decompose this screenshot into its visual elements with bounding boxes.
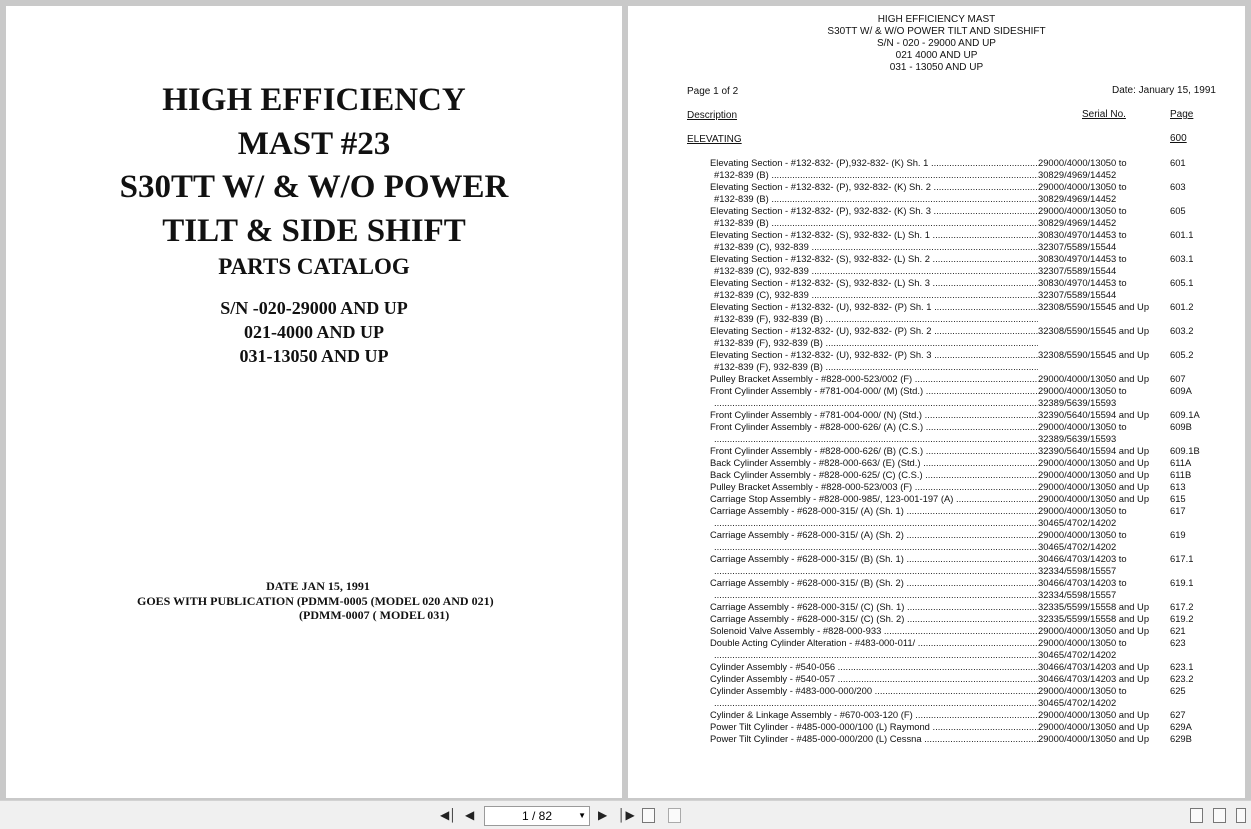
entry-description-continued xyxy=(714,565,1038,577)
index-entry-line xyxy=(710,457,1230,469)
entry-description-continued: #132-839 (F), 932-839 (B) ..... xyxy=(714,313,1038,325)
index-header-line-5: 031 - 13050 AND UP xyxy=(889,62,984,73)
entry-serial: 29000/4000/13050 and Up xyxy=(1038,469,1150,480)
cover-publication-line-2: (PDMM-0007 ( MODEL 031) xyxy=(299,608,450,622)
entry-page: 609.1A xyxy=(1170,409,1200,420)
entry-serial: 29000/4000/13050 and Up xyxy=(1038,373,1150,384)
index-entry-line xyxy=(710,697,1230,709)
page-indicator: 1 / 82 xyxy=(521,809,553,823)
index-entry-line xyxy=(710,733,1230,745)
index-entry-line xyxy=(710,613,1230,625)
index-entry xyxy=(710,349,1230,373)
index-entry xyxy=(710,205,1230,229)
book-view-icon[interactable] xyxy=(1236,808,1246,823)
index-page xyxy=(628,6,1245,798)
entry-page: 619.2 xyxy=(1170,613,1194,624)
entry-description: Carriage Assembly - #628-000-315/ (B) (Sh. 2) ..... xyxy=(710,577,1038,589)
entry-serial: 30466/4703/14203 and Up xyxy=(1038,661,1150,672)
index-entry xyxy=(710,481,1230,493)
entry-serial: 30466/4703/14203 to xyxy=(1038,553,1127,564)
entry-description: Back Cylinder Assembly - #828-000-663/ (E) (Std.) ..... xyxy=(710,457,1038,469)
index-entry xyxy=(710,613,1230,625)
index-entry-line xyxy=(710,409,1230,421)
entry-description-continued xyxy=(714,649,1038,661)
entry-description: Back Cylinder Assembly - #828-000-625/ (C) (C.S.) ..... xyxy=(710,469,1038,481)
index-entry xyxy=(710,553,1230,577)
cover-title-line-3: S30TT W/ & W/O POWER xyxy=(119,169,509,205)
entry-description: Solenoid Valve Assembly - #828-000-933 ..... xyxy=(710,625,1038,637)
entry-description: Carriage Assembly - #628-000-315/ (A) (Sh. 2) ..... xyxy=(710,529,1038,541)
index-entry-line xyxy=(710,625,1230,637)
index-entry-line xyxy=(710,385,1230,397)
index-entry-line xyxy=(710,445,1230,457)
entry-page: 623.2 xyxy=(1170,673,1194,684)
index-entry xyxy=(710,673,1230,685)
entry-serial-continued: 30829/4969/14452 xyxy=(1038,217,1117,228)
entry-serial: 29000/4000/13050 to xyxy=(1038,685,1127,696)
entry-description: Elevating Section - #132-832- (U), 932-832- (P) Sh. 3 ..... xyxy=(710,349,1038,361)
entry-page: 623 xyxy=(1170,637,1186,648)
entry-page: 607 xyxy=(1170,373,1186,384)
entry-page: 629B xyxy=(1170,733,1192,744)
index-entry-line xyxy=(710,565,1230,577)
entry-description: Cylinder Assembly - #483-000-000/200 ..... xyxy=(710,685,1038,697)
index-entry-line xyxy=(710,481,1230,493)
entry-page: 611A xyxy=(1170,457,1192,468)
index-entry-line xyxy=(710,241,1230,253)
previous-page-icon[interactable]: ◀ xyxy=(465,808,475,822)
entry-description: Double Acting Cylinder Alteration - #483-000-011/ ..... xyxy=(710,637,1038,649)
index-entry xyxy=(710,733,1230,745)
index-entry xyxy=(710,229,1230,253)
index-entry-line xyxy=(710,637,1230,649)
entry-serial-continued: 30465/4702/14202 xyxy=(1038,649,1117,660)
entry-serial: 29000/4000/13050 to xyxy=(1038,421,1127,432)
entry-serial: 29000/4000/13050 to xyxy=(1038,385,1127,396)
index-entry-line xyxy=(710,229,1230,241)
index-entry-line xyxy=(710,421,1230,433)
entry-description-continued: #132-839 (C), 932-839 ..... xyxy=(714,289,1038,301)
entry-page: 625 xyxy=(1170,685,1186,696)
index-entry-line xyxy=(710,433,1230,445)
entry-serial-continued: 30829/4969/14452 xyxy=(1038,169,1117,180)
entry-serial: 32308/5590/15545 and Up xyxy=(1038,301,1150,312)
entry-serial-continued: 32334/5598/15557 xyxy=(1038,589,1117,600)
entry-serial: 30830/4970/14453 to xyxy=(1038,229,1127,240)
entry-description: Power Tilt Cylinder - #485-000-000/200 (L) Cessna ..... xyxy=(710,733,1038,745)
index-entry-line xyxy=(710,397,1230,409)
entry-description-continued xyxy=(714,517,1038,529)
entry-serial: 30466/4703/14203 and Up xyxy=(1038,673,1150,684)
entry-description: Pulley Bracket Assembly - #828-000-523/003 (F) ..... xyxy=(710,481,1038,493)
index-entry-line xyxy=(710,373,1230,385)
entry-description: Carriage Assembly - #628-000-315/ (A) (Sh. 1) ..... xyxy=(710,505,1038,517)
entry-serial: 30830/4970/14453 to xyxy=(1038,277,1127,288)
entry-page: 617.1 xyxy=(1170,553,1194,564)
entry-serial: 30830/4970/14453 to xyxy=(1038,253,1127,264)
two-page-view-icon[interactable] xyxy=(642,808,655,823)
cover-sn-line-3: 031-13050 AND UP xyxy=(239,346,389,366)
entry-description: Power Tilt Cylinder - #485-000-000/100 (L) Raymond ..... xyxy=(710,721,1038,733)
index-entry-line xyxy=(710,553,1230,565)
entry-serial-continued: 30465/4702/14202 xyxy=(1038,517,1117,528)
entry-page: 617.2 xyxy=(1170,601,1194,612)
entry-page: 601.1 xyxy=(1170,229,1194,240)
entry-serial: 29000/4000/13050 and Up xyxy=(1038,625,1150,636)
entry-serial: 32308/5590/15545 and Up xyxy=(1038,325,1150,336)
index-entry xyxy=(710,601,1230,613)
entry-description-continued: #132-839 (B) ..... xyxy=(714,169,1038,181)
entry-page: 609A xyxy=(1170,385,1192,396)
entry-page: 603 xyxy=(1170,181,1186,192)
last-page-icon[interactable]: │▶ xyxy=(618,808,635,822)
chevron-down-icon: ▼ xyxy=(578,811,586,820)
entry-page: 617 xyxy=(1170,505,1186,516)
entry-page: 605.2 xyxy=(1170,349,1194,360)
column-header-serial: Serial No. xyxy=(1082,109,1126,120)
index-entry xyxy=(710,637,1230,661)
index-entry-line xyxy=(710,709,1230,721)
index-entry xyxy=(710,457,1230,469)
column-header-page: Page xyxy=(1170,109,1194,120)
entry-description: Carriage Assembly - #628-000-315/ (B) (Sh. 1) ..... xyxy=(710,553,1038,565)
index-date: Date: January 15, 1991 xyxy=(1112,85,1216,96)
cover-title-line-4: TILT & SIDE SHIFT xyxy=(162,213,466,249)
index-entry-line xyxy=(710,493,1230,505)
entry-serial: 29000/4000/13050 to xyxy=(1038,157,1127,168)
page-selector[interactable] xyxy=(484,806,590,826)
continuous-view-icon[interactable] xyxy=(668,808,681,823)
index-entry xyxy=(710,409,1230,421)
entry-page: 623.1 xyxy=(1170,661,1194,672)
entry-serial: 29000/4000/13050 and Up xyxy=(1038,733,1150,744)
index-entry-line xyxy=(710,313,1230,325)
index-entry-line xyxy=(710,337,1230,349)
index-entry-line xyxy=(710,601,1230,613)
index-entry xyxy=(710,277,1230,301)
index-entry-line xyxy=(710,193,1230,205)
entry-serial: 32308/5590/15545 and Up xyxy=(1038,349,1150,360)
index-entry-line xyxy=(710,169,1230,181)
index-entry-line xyxy=(710,361,1230,373)
entry-description: Elevating Section - #132-832- (S), 932-832- (L) Sh. 1 ..... xyxy=(710,229,1038,241)
entry-page: 609.1B xyxy=(1170,445,1200,456)
index-entry-line xyxy=(710,349,1230,361)
entry-description: Cylinder & Linkage Assembly - #670-003-120 (F) ..... xyxy=(710,709,1038,721)
entry-serial: 29000/4000/13050 to xyxy=(1038,205,1127,216)
cover-page xyxy=(6,6,622,798)
index-header-line-3: S/N - 020 - 29000 AND UP xyxy=(877,38,996,49)
entry-serial: 29000/4000/13050 to xyxy=(1038,505,1127,516)
entry-description-continued: #132-839 (B) ..... xyxy=(714,217,1038,229)
section-heading: ELEVATING xyxy=(687,134,742,145)
index-entry-line xyxy=(710,517,1230,529)
index-entry xyxy=(710,625,1230,637)
entry-page: 605 xyxy=(1170,205,1186,216)
viewer-toolbar xyxy=(0,800,1251,829)
entry-serial: 29000/4000/13050 and Up xyxy=(1038,493,1150,504)
entry-description: Carriage Stop Assembly - #828-000-985/, 123-001-197 (A) ..... xyxy=(710,493,1038,505)
entry-description-continued xyxy=(714,433,1038,445)
index-entry-line xyxy=(710,685,1230,697)
entry-page: 619.1 xyxy=(1170,577,1194,588)
entry-page: 601 xyxy=(1170,157,1186,168)
index-entry xyxy=(710,181,1230,205)
index-entry-line xyxy=(710,529,1230,541)
index-entry xyxy=(710,493,1230,505)
entry-serial: 32390/5640/15594 and Up xyxy=(1038,409,1150,420)
entry-page: 615 xyxy=(1170,493,1186,504)
entry-description-continued: #132-839 (C), 932-839 ..... xyxy=(714,241,1038,253)
entry-description-continued: #132-839 (C), 932-839 ..... xyxy=(714,265,1038,277)
entry-description-continued xyxy=(714,541,1038,553)
index-entry-line xyxy=(710,277,1230,289)
entry-description-continued xyxy=(714,397,1038,409)
entry-description: Elevating Section - #132-832- (P), 932-832- (K) Sh. 2 ..... xyxy=(710,181,1038,193)
entry-description-continued: #132-839 (B) ..... xyxy=(714,193,1038,205)
entry-serial-continued: 32307/5589/15544 xyxy=(1038,241,1117,252)
index-entry-line xyxy=(710,577,1230,589)
entry-description: Front Cylinder Assembly - #781-004-000/ (N) (Std.) ..... xyxy=(710,409,1038,421)
cover-publication-line-1: GOES WITH PUBLICATION (PDMM-0005 (MODEL 020 AND 021) xyxy=(137,594,494,608)
index-entry xyxy=(710,445,1230,457)
entry-description: Carriage Assembly - #628-000-315/ (C) (Sh. 1) ..... xyxy=(710,601,1038,613)
entry-description: Elevating Section - #132-832- (S), 932-832- (L) Sh. 2 ..... xyxy=(710,253,1038,265)
entry-serial-continued: 32389/5639/15593 xyxy=(1038,397,1117,408)
cover-sn-line-2: 021-4000 AND UP xyxy=(244,322,384,342)
section-page: 600 xyxy=(1170,133,1187,144)
index-entry-line xyxy=(710,469,1230,481)
entry-serial-continued: 32389/5639/15593 xyxy=(1038,433,1117,444)
entry-serial: 29000/4000/13050 and Up xyxy=(1038,721,1150,732)
index-entry-line xyxy=(710,673,1230,685)
entry-serial: 29000/4000/13050 and Up xyxy=(1038,709,1150,720)
entry-serial: 32335/5599/15558 and Up xyxy=(1038,613,1150,624)
entry-page: 603.2 xyxy=(1170,325,1194,336)
entry-page: 613 xyxy=(1170,481,1186,492)
entry-description: Elevating Section - #132-832- (P), 932-832- (K) Sh. 3 ..... xyxy=(710,205,1038,217)
index-entry-line xyxy=(710,205,1230,217)
entry-serial: 30466/4703/14203 to xyxy=(1038,577,1127,588)
entry-serial-continued: 30829/4969/14452 xyxy=(1038,193,1117,204)
entry-serial: 29000/4000/13050 to xyxy=(1038,529,1127,540)
index-entry xyxy=(710,577,1230,601)
index-entry xyxy=(710,469,1230,481)
index-header-line-4: 021 4000 AND UP xyxy=(895,50,978,61)
entry-description: Elevating Section - #132-832- (P),932-832- (K) Sh. 1 ..... xyxy=(710,157,1038,169)
entry-page: 611B xyxy=(1170,469,1192,480)
index-header-line-1: HIGH EFFICIENCY MAST xyxy=(877,14,996,25)
entry-page: 605.1 xyxy=(1170,277,1194,288)
index-entry-line xyxy=(710,301,1230,313)
entry-serial: 29000/4000/13050 and Up xyxy=(1038,481,1150,492)
index-entry-line xyxy=(710,253,1230,265)
index-entry xyxy=(710,661,1230,673)
entry-description: Front Cylinder Assembly - #828-000-626/ (A) (C.S.) ..... xyxy=(710,421,1038,433)
index-entry-line xyxy=(710,157,1230,169)
entry-serial: 32390/5640/15594 and Up xyxy=(1038,445,1150,456)
first-page-icon[interactable]: ◀│ xyxy=(440,808,457,822)
entry-serial: 29000/4000/13050 to xyxy=(1038,637,1127,648)
index-entry-line xyxy=(710,505,1230,517)
index-entry xyxy=(710,685,1230,709)
entry-page: 627 xyxy=(1170,709,1186,720)
entry-description-continued: #132-839 (F), 932-839 (B) ..... xyxy=(714,337,1038,349)
entry-serial: 29000/4000/13050 and Up xyxy=(1038,457,1150,468)
entry-page: 619 xyxy=(1170,529,1186,540)
index-entry-line xyxy=(710,181,1230,193)
page-count: Page 1 of 2 xyxy=(687,86,739,97)
index-entry-line xyxy=(710,721,1230,733)
index-header-line-2: S30TT W/ & W/O POWER TILT AND SIDESHIFT xyxy=(827,26,1046,37)
entry-description: Elevating Section - #132-832- (U), 932-832- (P) Sh. 2 ..... xyxy=(710,325,1038,337)
entry-page: 609B xyxy=(1170,421,1192,432)
index-entry xyxy=(710,505,1230,529)
entry-serial: 29000/4000/13050 to xyxy=(1038,181,1127,192)
entry-serial-continued: 32307/5589/15544 xyxy=(1038,265,1117,276)
single-page-icon[interactable] xyxy=(1190,808,1203,823)
entry-page: 601.2 xyxy=(1170,301,1194,312)
entry-page: 621 xyxy=(1170,625,1186,636)
next-page-icon[interactable]: ▶ xyxy=(598,808,608,822)
index-entry xyxy=(710,325,1230,349)
cover-title-line-2: MAST #23 xyxy=(237,126,391,162)
cover-date: DATE JAN 15, 1991 xyxy=(266,579,370,593)
index-entry-line xyxy=(710,649,1230,661)
entry-serial-continued: 30465/4702/14202 xyxy=(1038,541,1117,552)
entry-description: Cylinder Assembly - #540-056 ..... xyxy=(710,661,1038,673)
entry-serial: 32335/5599/15558 and Up xyxy=(1038,601,1150,612)
index-entry-line xyxy=(710,589,1230,601)
entry-description: Cylinder Assembly - #540-057 ..... xyxy=(710,673,1038,685)
entry-serial-continued: 32334/5598/15557 xyxy=(1038,565,1117,576)
index-entry xyxy=(710,721,1230,733)
index-entry-line xyxy=(710,265,1230,277)
cover-subtitle: PARTS CATALOG xyxy=(218,254,410,279)
entry-page: 603.1 xyxy=(1170,253,1194,264)
entry-description-continued xyxy=(714,697,1038,709)
entry-description: Carriage Assembly - #628-000-315/ (C) (Sh. 2) ..... xyxy=(710,613,1038,625)
index-entry xyxy=(710,529,1230,553)
entry-description-continued xyxy=(714,589,1038,601)
index-entry xyxy=(710,373,1230,385)
entry-description: Pulley Bracket Assembly - #828-000-523/002 (F) ..... xyxy=(710,373,1038,385)
entry-serial-continued: 30465/4702/14202 xyxy=(1038,697,1117,708)
entry-description: Front Cylinder Assembly - #828-000-626/ (B) (C.S.) ..... xyxy=(710,445,1038,457)
index-entry xyxy=(710,385,1230,409)
index-entry xyxy=(710,157,1230,181)
facing-pages-icon[interactable] xyxy=(1213,808,1226,823)
entry-description: Elevating Section - #132-832- (S), 932-832- (L) Sh. 3 ..... xyxy=(710,277,1038,289)
entry-description-continued: #132-839 (F), 932-839 (B) ..... xyxy=(714,361,1038,373)
index-entry-line xyxy=(710,661,1230,673)
entry-page: 629A xyxy=(1170,721,1192,732)
entry-description: Elevating Section - #132-832- (U), 932-832- (P) Sh. 1 ..... xyxy=(710,301,1038,313)
index-entry-line xyxy=(710,289,1230,301)
index-entry xyxy=(710,253,1230,277)
index-entry-line xyxy=(710,325,1230,337)
index-entry-line xyxy=(710,541,1230,553)
cover-sn-line-1: S/N -020-29000 AND UP xyxy=(220,298,408,318)
column-header-description: Description xyxy=(687,110,738,121)
cover-title-line-1: HIGH EFFICIENCY xyxy=(162,82,466,118)
index-entry-line xyxy=(710,217,1230,229)
entry-serial-continued: 32307/5589/15544 xyxy=(1038,289,1117,300)
index-entry xyxy=(710,709,1230,721)
index-entry xyxy=(710,421,1230,445)
index-entry xyxy=(710,301,1230,325)
entry-description: Front Cylinder Assembly - #781-004-000/ (M) (Std.) ..... xyxy=(710,385,1038,397)
